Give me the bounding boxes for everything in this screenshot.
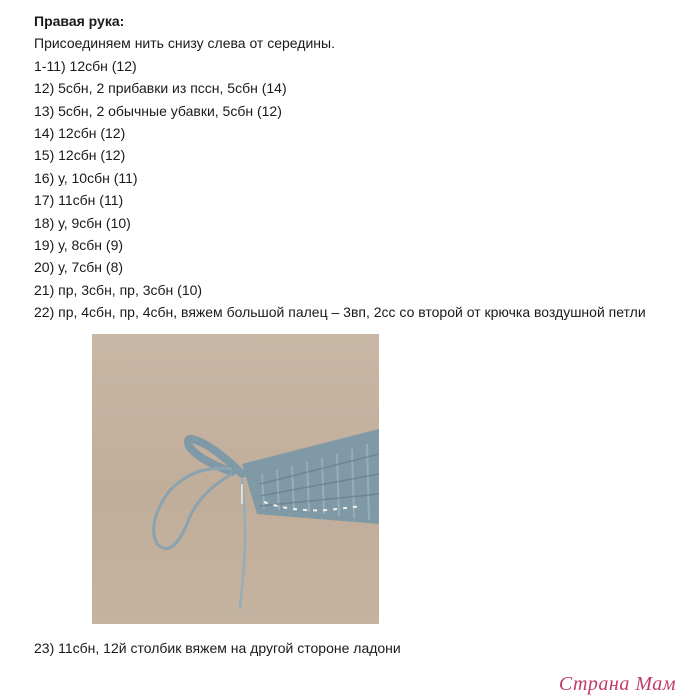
row-line: 13) 5сбн, 2 обычные убавки, 5сбн (12)	[34, 102, 282, 119]
section-title: Правая рука:	[34, 13, 125, 29]
crochet-arm-illustration	[92, 334, 379, 624]
row-line: 23) 11сбн, 12й столбик вяжем на другой стороне ладони	[34, 640, 401, 656]
row-line: 21) пр, 3сбн, пр, 3сбн (10)	[34, 281, 203, 298]
pattern-text	[34, 10, 674, 324]
row-line: 14) 12сбн (12)	[34, 125, 126, 142]
intro-line: Присоединяем нить снизу слева от середины.	[34, 35, 335, 52]
site-watermark: Страна Мам	[558, 673, 676, 695]
row-line: 19) у, 8сбн (9)	[34, 237, 124, 254]
row-line: 18) у, 9сбн (10)	[34, 214, 131, 231]
row-line: 1-11) 12сбн (12)	[34, 57, 137, 74]
row-line: 20) у, 7сбн (8)	[34, 259, 124, 276]
row-line: 22) пр, 4сбн, пр, 4сбн, вяжем большой палец – 3вп, 2сс со второй от крючка воздушной петли	[34, 304, 646, 321]
yarn-tail-loop	[154, 468, 232, 548]
row-line: 16) у, 10сбн (11)	[34, 169, 138, 186]
crochet-photo	[92, 334, 379, 624]
row-line: 12) 5сбн, 2 прибавки из пссн, 5сбн (14)	[34, 80, 287, 97]
row-line: 15) 12сбн (12)	[34, 147, 126, 164]
row-line: 17) 11сбн (11)	[34, 192, 124, 209]
